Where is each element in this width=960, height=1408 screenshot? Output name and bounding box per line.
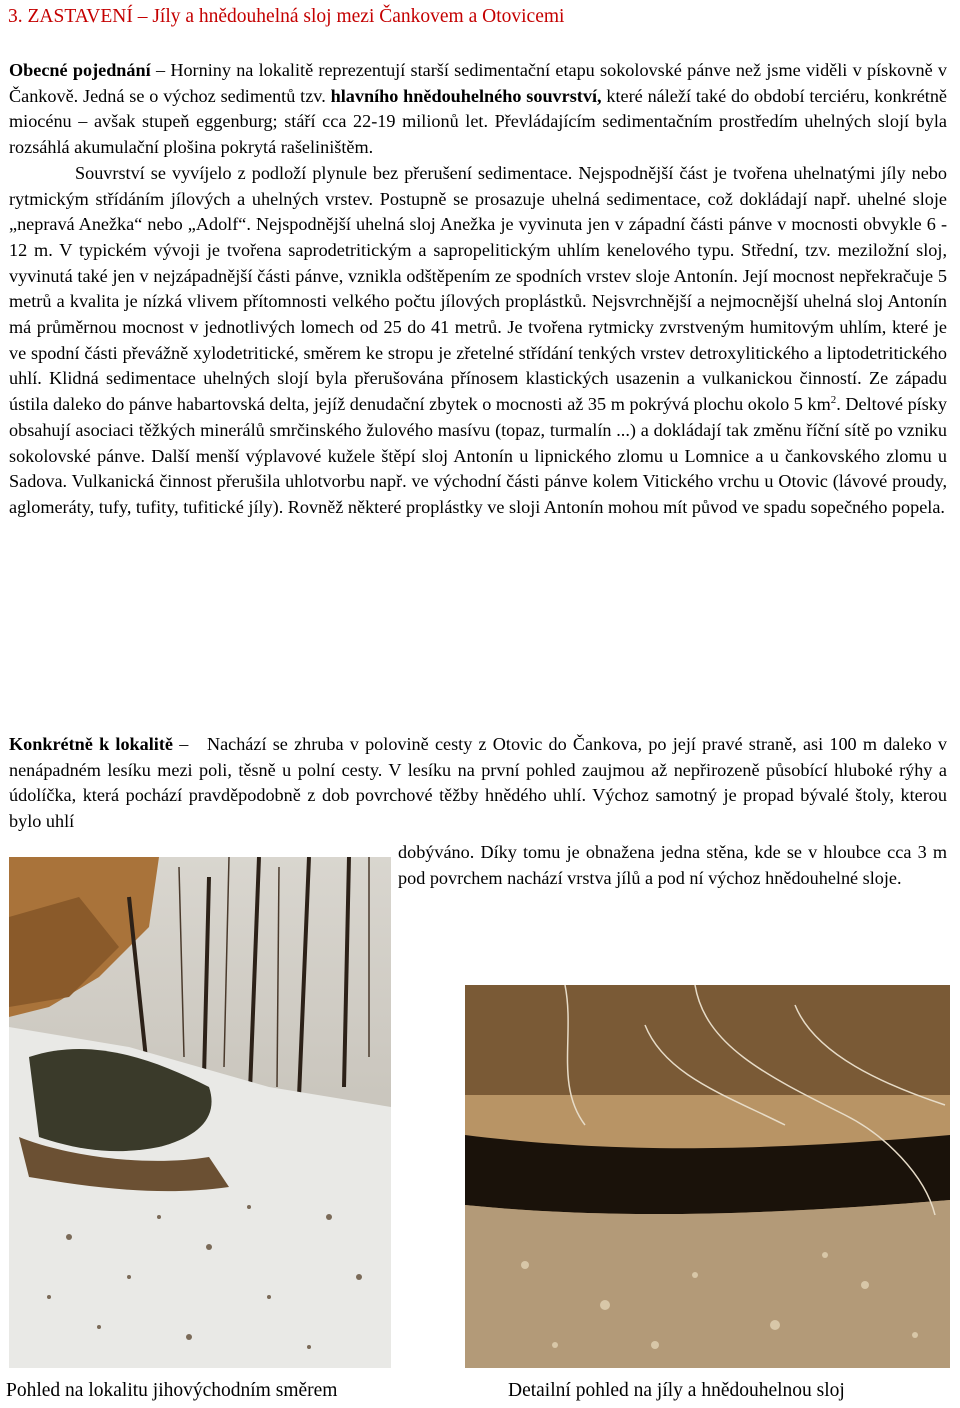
photo-clay-detail (465, 985, 950, 1368)
general-paragraph-1 (9, 58, 947, 161)
general-text-4: . Deltové písky obsahují asociaci těžkých minerálů smrčinského žulového masívu (topaz, turmalín ...) a dokládají tak změnu říční sítě po vzniku sokolovské pánve. Další menší výplavové kužele štěpí sloj Antonín u lipnického zlomu u Lomnice a u čankovského zlomu u Sadova. Vulkanická činnost přerušila uhlotvorbu např. ve východní části pánve kolem Vitického vrchu u Otovic (lávové proudy, aglomeráty, tufy, tufity, tufitické jíly). Rovněž některé proplástky ve sloji Antonín mohou mít původ ve spadu sopečného popela. (9, 394, 947, 517)
general-paragraph-2 (9, 161, 947, 521)
general-bold-term: hlavního hnědouhelného souvrství, (330, 85, 602, 106)
locality-text-1: Nachází se zhruba v polovině cesty z Otovic do Čankova, po její pravé straně, asi 100 m daleko v nenápadném lesíku mezi poli, těsně u polní cesty. V lesíku na první pohled zaujmou až nepřirozeně působící hluboké rýhy a údolíčka, která pochází pravděpodobně z dob povrchové těžby hnědého uhlí. Výchoz samotný je propad bývalé štoly, kterou bylo uhlí (9, 734, 947, 832)
locality-text-2: dobýváno. Díky tomu je obnažena jedna stěna, kde se v hloubce cca 3 m pod povrchem nachází vrstva jílů a pod ní výchoz hnědouhelné sloje. (398, 842, 947, 888)
caption-right: Detailní pohled na jíly a hnědouhelnou sloj (508, 1380, 845, 1401)
general-text-1: Horniny na lokalitě reprezentují starší sedimentační etapu sokolovské pánve než jsme viděli v pískovně v Čankově. Jedná se o výchoz sedimentů tzv. (9, 60, 947, 106)
photo-locality-view (9, 857, 391, 1368)
locality-section (9, 732, 947, 835)
locality-continuation (398, 840, 947, 891)
page-title: 3. ZASTAVENÍ – Jíly a hnědouhelná sloj mezi Čankovem a Otovicemi (8, 6, 565, 27)
snowy-slope-image (9, 857, 391, 1368)
general-dash: – (150, 60, 171, 80)
locality-paragraph (9, 732, 947, 835)
locality-dash: – (173, 734, 207, 754)
general-section (9, 58, 947, 521)
superscript: 2 (830, 394, 837, 407)
caption-left: Pohled na lokalitu jihovýchodním směrem (6, 1380, 338, 1401)
general-text-3: Souvrství se vyvíjelo z podloží plynule bez přerušení sedimentace. Nejspodnější část je tvořena uhelnatými jíly nebo rytmickým střídáním jílových a uhelných vrstev. Postupně se prosazuje uhelná sedimentace, což dokládají např. uhelné sloje „nepravá Anežka“ nebo „Adolf“. Nejspodnější uhelná sloj Anežka je vyvinuta jen v západní části pánve v mocnosti obvykle 6 - 12 m. V typickém vývoji je tvořena saprodetritickým a sapropelitickým uhlím kenelového typu. Střední, tzv. meziložní sloj, vyvinutá také jen v nejzápadnější části pánve, vznikla odštěpením ze spodních vrstev sloje Antonín. Její mocnost nepřekračuje 5 metrů a kvalita je nízká vlivem přítomnosti velkého počtu jílových proplástků. Nejsvrchnější a nejmocnější uhelná sloj Antonín má průměrnou mocnost v jednotlivých lomech od 25 do 41 metrů. Je tvořena rytmicky zvrstveným humitovým uhlím, které je ve spodní části převážně xylodetritické, směrem ke stropu je zřetelné střídání tenkých vrstev detroxylitického a liptodetritického uhlí. Klidná sedimentace uhelných slojí byla přerušována přínosem klastických usazenin a vulkanickou činností. Ze západu ústila daleko do pánve habartovská delta, jejíž denudační zbytek o mocnosti až 35 m pokrývá plochu okolo 5 km (9, 162, 947, 415)
general-text-2: které náleží také do období terciéru, konkrétně miocénu – avšak stupeň eggenburg; stáří cca 22-19 milionů let. Převládajícím sedimentačním prostředím uhelných slojí byla rozsáhlá akumulační plošina pokrytá rašeliništěm. (9, 85, 948, 158)
clay-coal-layer-image (465, 985, 950, 1368)
general-lead: Obecné pojednání (9, 60, 151, 80)
locality-lead: Konkrétně k lokalitě (9, 734, 173, 754)
